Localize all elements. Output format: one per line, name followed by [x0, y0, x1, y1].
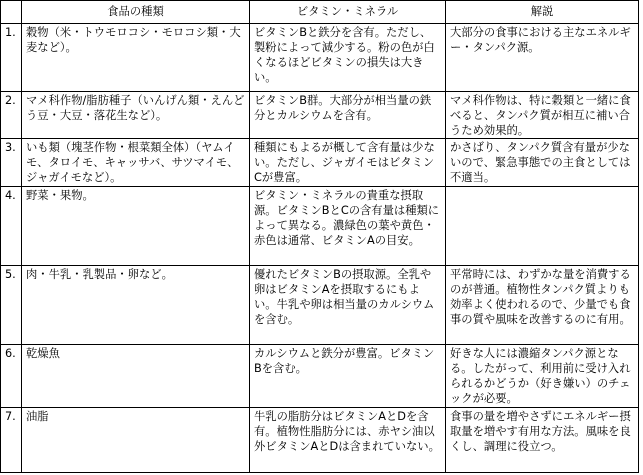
table-row [1, 187, 639, 266]
explanation-cell: 大部分の食事における主なエネルギー・タンパク源。 [446, 24, 639, 92]
food-type-cell: 乾燥魚 [22, 345, 250, 408]
explanation-cell: かさばり、タンパク質含有量が少ないので、緊急事態での主食としては不適当。 [446, 139, 639, 187]
header-vitamin-mineral: ビタミン・ミネラル [250, 1, 446, 24]
row-number: 6. [1, 345, 22, 408]
food-type-cell: 肉・牛乳・乳製品・卵など。 [22, 266, 250, 345]
header-number [1, 1, 22, 24]
explanation-cell: マメ科作物は、特に穀類と一緒に食べると、タンパク質が相互に補い合うため効果的。 [446, 92, 639, 139]
vitamin-mineral-cell: 牛乳の脂肪分はビタミンAとDを含有。植物性脂肪分には、赤ヤシ油以外ビタミンAとDは含まれていない。 [250, 408, 446, 473]
explanation-cell: 好きな人には濃縮タンパク源となる。したがって、利用前に受け入れられるかどうか（好き嫌い）のチェックが必要。 [446, 345, 639, 408]
vitamin-mineral-cell: 優れたビタミンBの摂取源。全乳や卵はビタミンAを摂取するにもよい。牛乳や卵は相当量のカルシウムを含む。 [250, 266, 446, 345]
table-row [1, 92, 639, 139]
table-row [1, 266, 639, 345]
explanation-cell: 食事の量を増やさずにエネルギー摂取量を増やす有用な方法。風味を良くし、調理に役立つ。 [446, 408, 639, 473]
food-type-cell: マメ科作物/脂肪種子（いんげん類・えんどう豆・大豆・落花生など）。 [22, 92, 250, 139]
header-food-type: 食品の種類 [22, 1, 250, 24]
row-number: 4. [1, 187, 22, 266]
food-type-cell: 野菜・果物。 [22, 187, 250, 266]
table-row [1, 139, 639, 187]
table-row [1, 24, 639, 92]
food-type-cell: 油脂 [22, 408, 250, 473]
row-number: 2. [1, 92, 22, 139]
header-row [1, 1, 639, 24]
food-type-cell: いも類（塊茎作物・根菜類全体）（ヤムイモ、タロイモ、キャッサバ、サツマイモ、ジャガイモなど）。 [22, 139, 250, 187]
vitamin-mineral-cell: 種類にもよるが概して含有量は少ない。ただし、ジャガイモはビタミンCが豊富。 [250, 139, 446, 187]
table-row [1, 408, 639, 473]
food-type-cell: 穀物（米・トウモロコシ・モロコシ類・大麦など）。 [22, 24, 250, 92]
row-number: 3. [1, 139, 22, 187]
vitamin-mineral-cell: ビタミンBと鉄分を含有。ただし、製粉によって減少する。粉の色が白くなるほどビタミンの損失は大きい。 [250, 24, 446, 92]
vitamin-mineral-cell: ビタミン・ミネラルの貴重な摂取源。ビタミンBとCの含有量は種類によって異なる。濃緑色の葉や黄色・赤色は通常、ビタミンAの目安。 [250, 187, 446, 266]
vitamin-mineral-cell: カルシウムと鉄分が豊富。ビタミンBを含む。 [250, 345, 446, 408]
explanation-cell [446, 187, 639, 266]
row-number: 7. [1, 408, 22, 473]
header-explanation: 解説 [446, 1, 639, 24]
table-row [1, 345, 639, 408]
row-number: 5. [1, 266, 22, 345]
row-number: 1. [1, 24, 22, 92]
vitamin-mineral-cell: ビタミンB群。大部分が相当量の鉄分とカルシウムを含有。 [250, 92, 446, 139]
explanation-cell: 平常時には、わずかな量を消費するのが普通。植物性タンパク質よりも効率よく使われるので、少量でも食事の質や風味を改善するのに有用。 [446, 266, 639, 345]
